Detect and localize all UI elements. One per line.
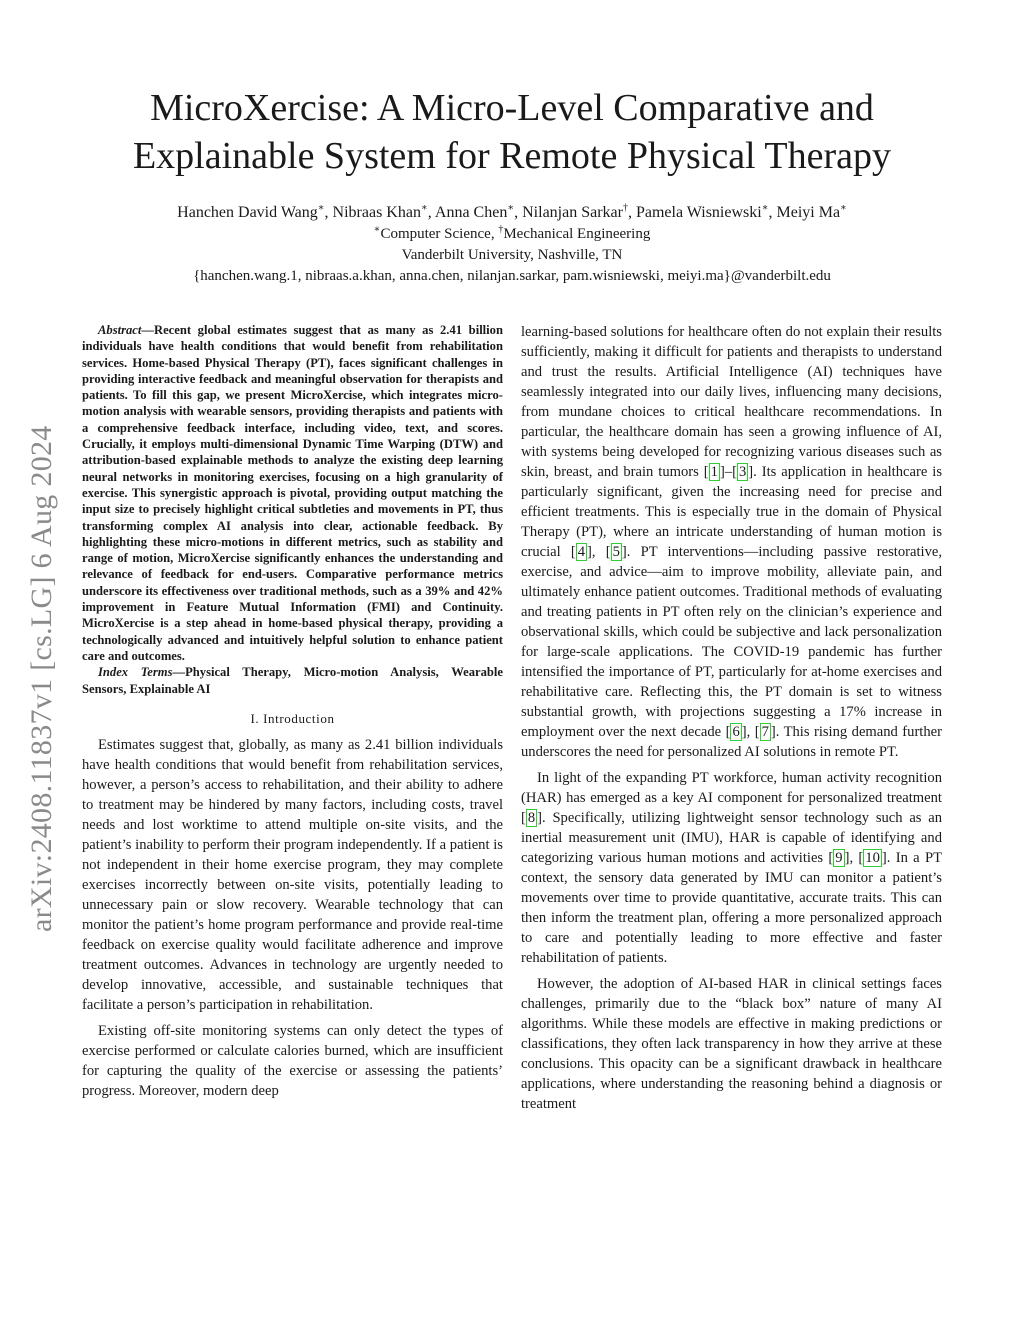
index-terms-text: —Physical Therapy, Micro-motion Analysis, Wearable Sensors, Explainable AI (82, 665, 503, 696)
index-terms-label: Index Terms (98, 665, 173, 680)
paragraph-text: . PT interventions—including passive restorative, exercise, and advice—aim to improve mobility, alleviate pain, and ultimately enhance patient outcomes. Traditional methods of evaluating and treating patients in PT often rely on the clinician’s experience and observational skills, which could be subjective and lack personalization for large-scale applications. The COVID-19 pandemic has further intensified the importance of PT, particularly for at-home exercises and rehabilitative care. Reflecting this, the PT domain is set to witness substantial growth, with projections suggesting a 17% increase in employment over the next decade (521, 544, 943, 740)
intro-paragraph: Estimates suggest that, globally, as many as 2.41 billion individuals have health conditions that would benefit from rehabilitation services, however, a person’s access to rehabilitation, and their ability to adhere to treatment may be hindered by many factors, including costs, travel needs and lost worktime to attend multiple on-site visits, and the patient’s inability to perform their program independently. If a patient is not independent in their home exercise program, they may complete exercises incorrectly between on-site visits, potentially leading to unnecessary pain or slow recovery. Wearable technology that can monitor the patient’s home program performance and provide real-time feedback on exercise quality would facilitate adherence and improve treatment outcomes. Advances in technology are urgently needed to develop innovative, accessible, and sustainable techniques that facilitate a person’s participation in rehabilitation. (82, 736, 503, 1013)
department-me: Mechanical Engineering (503, 226, 651, 242)
section-heading-introduction: I. Introduction (250, 710, 335, 726)
paragraph-text: . Specifically, utilizing lightweight sensor technology such as an inertial measurement unit (IMU), HAR is capable of identifying and categorizing various human motions and activities (521, 810, 942, 866)
affiliation-mark: ∗ (420, 202, 428, 214)
citation-link[interactable]: 3 (739, 464, 747, 480)
citation-link[interactable]: 10 (865, 850, 880, 866)
intro-paragraph: Existing off-site monitoring systems can only detect the types of exercise performed or calculate calories burned, which are insufficient for capturing the quality of the exercise or assessing the patients’ progress. Moreover, modern deep (82, 1022, 503, 1099)
right-column (521, 322, 942, 1120)
citation-separator: , (746, 724, 755, 740)
citation-link[interactable]: 8 (527, 810, 536, 826)
paragraph-text: learning-based solutions for healthcare often do not explain their results sufficiently, making it difficult for patients and therapists to understand and trust the results. Artificial Intelligence (AI) techniques have seamlessly integrated into our daily lives, influencing many decisions, from mundane choices to critical healthcare recommendations. In particular, the healthcare domain has seen a growing influence of AI, with systems being developed for recognizing various diseases such as skin, breast, and brain tumors (521, 324, 942, 480)
left-column (82, 322, 503, 1107)
citation-link[interactable]: 6 (732, 724, 740, 740)
author-name: Pamela Wisniewski (635, 204, 762, 221)
author-name: Hanchen David Wang (177, 204, 318, 221)
abstract-label: Abstract (98, 323, 142, 337)
citation-link[interactable]: 5 (612, 544, 620, 560)
paragraph-text: . In a PT context, the sensory data generated by IMU can monitor a patient’s movements over time to provide quantitative, accurate traits. This can then inform the treatment plan, offering a more personalized approach to care and potentially leading to more effective and faster rehabilitation of patients. (521, 850, 942, 966)
citation-link[interactable]: 9 (835, 850, 843, 866)
citation-range-dash: – (724, 464, 733, 480)
citation-separator: , (591, 544, 606, 560)
department-cs: Computer Science, (380, 226, 499, 242)
citation-link[interactable]: 4 (577, 544, 586, 560)
body-paragraph: However, the adoption of AI-based HAR in clinical settings faces challenges, primarily due to the “black box” nature of many AI algorithms. While these models are effective in making predictions or classifications, they often lack transparency in how they arrive at these conclusions. This opacity can be a significant drawback in healthcare applications, where understanding the reasoning behind a diagnosis or treatment (521, 976, 942, 1112)
body-paragraph: In light of the expanding PT workforce, human activity recognition (HAR) has emerged as a key AI component for personalized treatment [ 8 ]. Specifically, utilizing lightweight sensor technology such as an inertial measurement unit (IMU), HAR is capable of identifying and categorizing various human motions and activities [ 9 ], [ 10 ]. In a PT context, the sensory data generated by IMU can monitor a patient’s movements over time to provide quantitative, accurate traits. This can then inform the treatment plan, offering a more personalized approach to care and potentially leading to more effective and faster rehabilitation of patients. (521, 770, 942, 966)
author-name: Meiyi Ma (776, 204, 841, 221)
affiliation-university: Vanderbilt University, Nashville, TN (401, 247, 623, 263)
affiliation-mark: ∗ (317, 202, 325, 214)
paragraph-text: . Its application in healthcare is particularly significant, given the increasing need for precise and efficient treatments. This is especially true in the domain of Physical Therapy (PT), where an intricate understanding of human motion is crucial (521, 464, 942, 560)
author-name: Nibraas Khan (332, 204, 421, 221)
citation-link[interactable]: 7 (761, 724, 769, 740)
paragraph-text: In light of the expanding PT workforce, human activity recognition (HAR) has emerged as a key AI component for personalized treatment (521, 770, 942, 806)
affiliation-mark: ∗ (840, 202, 847, 214)
title-line-2: Explainable System for Remote Physical Therapy (132, 135, 892, 177)
arxiv-identifier[interactable]: arXiv:2408.11837v1 [cs.LG] 6 Aug 2024 (25, 425, 58, 932)
abstract (82, 322, 503, 664)
author-list: Hanchen David Wang∗, Nibraas Khan∗, Anna Chen∗, Nilanjan Sarkar†, Pamela Wisniewski∗, Meiyi Ma∗ (177, 202, 847, 221)
affiliation-mark: ∗ (373, 224, 381, 235)
affiliation-mark: † (622, 202, 628, 214)
affiliation-mark: ∗ (761, 202, 769, 214)
abstract-text: —Recent global estimates suggest that as many as 2.41 billion individuals have health conditions that would benefit from rehabilitation services. Home-based Physical Therapy (PT), faces significant challenges in providing interactive feedback and meaningful observation for therapists and patients. To fill this gap, we present MicroXercise, which integrates micro-motion analysis with wearable sensors, providing therapists and patients with a comprehensive feedback interface, including video, text, and scores. Crucially, it employs multi-dimensional Dynamic Time Warping (DTW) and attribution-based explainable methods to analyze the existing deep learning neural networks in monitoring exercises, focusing on a high granularity of exercise. This synergistic approach is pivotal, providing output matching the input size to precisely highlight critical subtleties and movements in PT, thus transforming complex AI analysis into clear, actionable feedback. By highlighting these micro-motions in different metrics, such as stability and range of motion, MicroXercise significantly enhances the understanding and relevance of feedback for end-users. Comparative performance metrics underscore its effectiveness over traditional methods, such as a 39% and 42% improvement in Feature Mutual Information (FMI) and Continuity. MicroXercise is a step ahead in home-based physical therapy, providing a technologically advanced and intuitively helpful solution to enhance patient care and outcomes. (82, 323, 503, 663)
title-line-1: MicroXercise: A Micro-Level Comparative and (150, 87, 874, 129)
affiliation-mark: ∗ (507, 202, 515, 214)
index-terms (82, 664, 503, 697)
author-name: Nilanjan Sarkar (522, 204, 623, 221)
affiliation-departments (60, 224, 964, 245)
paragraph-text: . This rising demand further underscores the need for personalized AI solutions in remote PT. (521, 724, 942, 760)
author-name: Anna Chen (434, 204, 508, 221)
author-emails: {hanchen.wang.1, nibraas.a.khan, anna.chen, nilanjan.sarkar, pam.wisniewski, meiyi.ma}@vanderbilt.edu (193, 268, 831, 284)
paper-title (60, 84, 964, 180)
body-paragraph: learning-based solutions for healthcare often do not explain their results sufficiently, making it difficult for patients and therapists to understand and trust the results. Artificial Intelligence (AI) techniques have seamlessly integrated into our daily lives, influencing many decisions, from mundane choices to critical healthcare recommendations. In particular, the healthcare domain has seen a growing influence of AI, with systems being developed for recognizing various diseases such as skin, breast, and brain tumors [ 1 ]–[ 3 ]. Its application in healthcare is particularly significant, given the increasing need for precise and efficient treatments. This is especially true in the domain of Physical Therapy (PT), where an intricate understanding of human motion is crucial [ 4 ], [ 5 ]. PT interventions—including passive restorative, exercise, and advice—aim to improve mobility, alleviate pain, and ultimately enhance patient outcomes. Traditional methods of evaluating and treating patients in PT often rely on the clinician’s experience and observational skills, which could be subjective and lack personalization for large-scale applications. The COVID-19 pandemic has further intensified the importance of PT, particularly for at-home exercises and rehabilitative care. Reflecting this, the PT domain is set to witness substantial growth, with projections suggesting a 17% increase in employment over the next decade [ 6 ], [ 7 ]. This rising demand further underscores the need for personalized AI solutions in remote PT. (521, 324, 943, 760)
citation-separator: , (849, 850, 859, 866)
affiliation-mark: † (498, 224, 504, 235)
citation-link[interactable]: 1 (710, 464, 718, 480)
